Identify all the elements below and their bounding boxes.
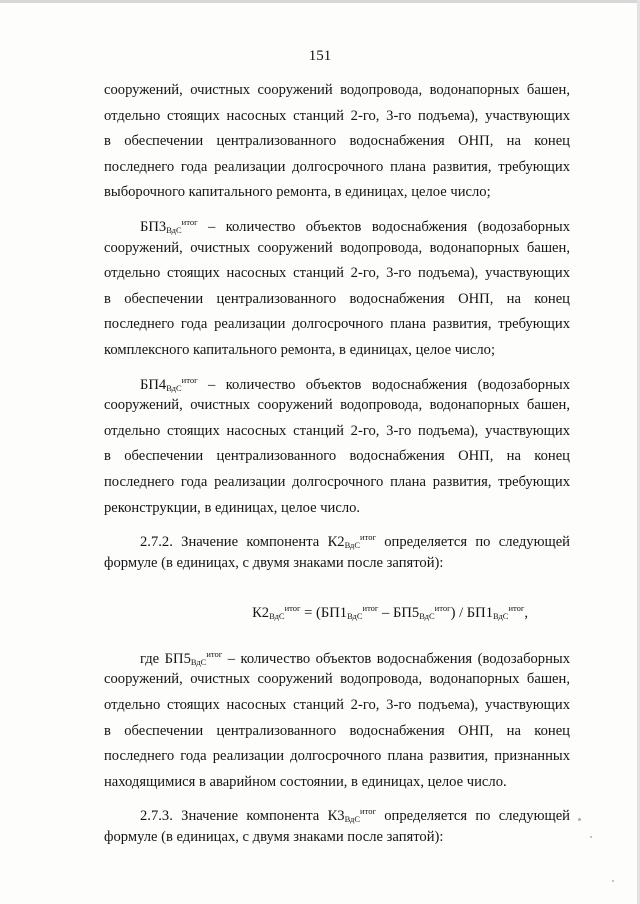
para5-line-5: последнего года реализации долгосрочного плана развития, признанных bbox=[104, 748, 570, 765]
formula-term3: БП1 bbox=[466, 605, 493, 622]
para2-line-3: отдельно стоящих насосных станций 2-го, 3-го подъема), участвующих bbox=[104, 265, 570, 282]
para2-line-5: последнего года реализации долгосрочного плана развития, требующих bbox=[104, 316, 570, 333]
formula-minus: – bbox=[378, 605, 393, 622]
formula-lhs-sup: итог bbox=[284, 603, 301, 614]
para6-prefix: 2.7.3. Значение компонента bbox=[140, 808, 328, 825]
bp4-superscript: итог bbox=[181, 374, 198, 385]
formula-lhs: К2 bbox=[252, 605, 270, 622]
para2-line-1 bbox=[104, 210, 570, 236]
scan-speck bbox=[578, 818, 581, 821]
para5-prefix: где bbox=[140, 650, 165, 667]
para3-line-6: реконструкции, в единицах, целое число. bbox=[104, 499, 361, 516]
scan-edge-top bbox=[0, 0, 640, 3]
para3-line-2: сооружений, очистных сооружений водопровода, водонапорных башен, bbox=[104, 397, 570, 414]
para4-line-1 bbox=[104, 525, 570, 551]
para1-line-3: в обеспечении централизованного водоснабжения ОНП, на конец bbox=[104, 133, 570, 150]
body-text bbox=[104, 78, 570, 851]
para1-line-2: отдельно стоящих насосных станций 2-го, 3-го подъема), участвующих bbox=[104, 107, 570, 124]
formula-term3-sub: ВдС bbox=[493, 611, 509, 622]
para5-line-2: сооружений, очистных сооружений водопровода, водонапорных башен, bbox=[104, 671, 570, 688]
bp3-superscript: итог bbox=[181, 216, 198, 227]
formula-term3-sup: итог bbox=[508, 603, 525, 614]
formula-term2-sub: ВдС bbox=[419, 611, 435, 622]
formula-term1-sub: ВдС bbox=[347, 611, 363, 622]
para3-line-5: последнего года реализации долгосрочного плана развития, требующих bbox=[104, 473, 570, 490]
k3-symbol: К3 bbox=[327, 808, 345, 825]
formula-end: , bbox=[524, 605, 528, 622]
para3-line-3: отдельно стоящих насосных станций 2-го, 3-го подъема), участвующих bbox=[104, 422, 570, 439]
k3-subscript: ВдС bbox=[344, 814, 361, 825]
para5-line-1 bbox=[104, 642, 570, 668]
para4-suffix: определяется по следующей bbox=[375, 534, 570, 551]
page-number: 151 bbox=[308, 48, 332, 64]
para6-line-1 bbox=[104, 799, 570, 825]
bp3-subscript: ВдС bbox=[166, 224, 182, 235]
bp4-symbol: БП4 bbox=[140, 376, 167, 393]
para5-line-4: в обеспечении централизованного водоснабжения ОНП, на конец bbox=[104, 722, 570, 739]
formula-term2: БП5 bbox=[393, 605, 420, 622]
para2-line-6: комплексного капитального ремонта, в единицах, целое число; bbox=[104, 341, 496, 358]
formula-term2-sup: итог bbox=[434, 603, 451, 614]
para6-line-2: формуле (в единицах, с двумя знаками после запятой): bbox=[104, 829, 444, 846]
k2-subscript: ВдС bbox=[344, 540, 361, 551]
bp4-subscript: ВдС bbox=[166, 382, 182, 393]
k2-superscript: итог bbox=[360, 532, 376, 543]
bp5-subscript: ВдС bbox=[190, 656, 207, 667]
bp5-superscript: итог bbox=[206, 648, 223, 659]
formula-k2 bbox=[104, 596, 570, 622]
para1-line-5: выборочного капитального ремонта, в единицах, целое число; bbox=[104, 184, 491, 201]
formula-div: ) / bbox=[450, 605, 467, 622]
formula-lhs-sub: ВдС bbox=[269, 611, 285, 622]
para3-line-1 bbox=[104, 368, 570, 394]
para2-first-rest: – количество объектов водоснабжения (водозаборных bbox=[197, 218, 570, 235]
bp3-symbol: БП3 bbox=[140, 218, 167, 235]
scan-speck bbox=[590, 836, 592, 838]
formula-eq: = ( bbox=[300, 605, 321, 622]
para2-line-4: в обеспечении централизованного водоснабжения ОНП, на конец bbox=[104, 290, 570, 307]
para3-line-4: в обеспечении централизованного водоснабжения ОНП, на конец bbox=[104, 448, 570, 465]
k3-superscript: итог bbox=[360, 806, 376, 817]
para1-line-4: последнего года реализации долгосрочного плана развития, требующих bbox=[104, 158, 570, 175]
formula-term1-sup: итог bbox=[362, 603, 379, 614]
formula-term1: БП1 bbox=[320, 605, 348, 622]
scan-speck bbox=[612, 880, 614, 882]
para2-line-2: сооружений, очистных сооружений водопровода, водонапорных башен, bbox=[104, 239, 570, 256]
k2-symbol: К2 bbox=[327, 534, 345, 551]
para4-line-2: формуле (в единицах, с двумя знаками после запятой): bbox=[104, 554, 444, 571]
para6-suffix: определяется по следующей bbox=[375, 808, 570, 825]
para5-line-6: находящимися в аварийном состоянии, в единицах, целое число. bbox=[104, 773, 507, 790]
para1-line-1: сооружений, очистных сооружений водопровода, водонапорных башен, bbox=[104, 82, 570, 98]
bp5-symbol: БП5 bbox=[164, 650, 191, 667]
para5-line-3: отдельно стоящих насосных станций 2-го, 3-го подъема), участвующих bbox=[104, 697, 570, 714]
para5-first-rest: – количество объектов водоснабжения (водозаборных bbox=[222, 650, 570, 667]
para4-prefix: 2.7.2. Значение компонента bbox=[140, 534, 328, 551]
para3-first-rest: – количество объектов водоснабжения (водозаборных bbox=[197, 376, 570, 393]
